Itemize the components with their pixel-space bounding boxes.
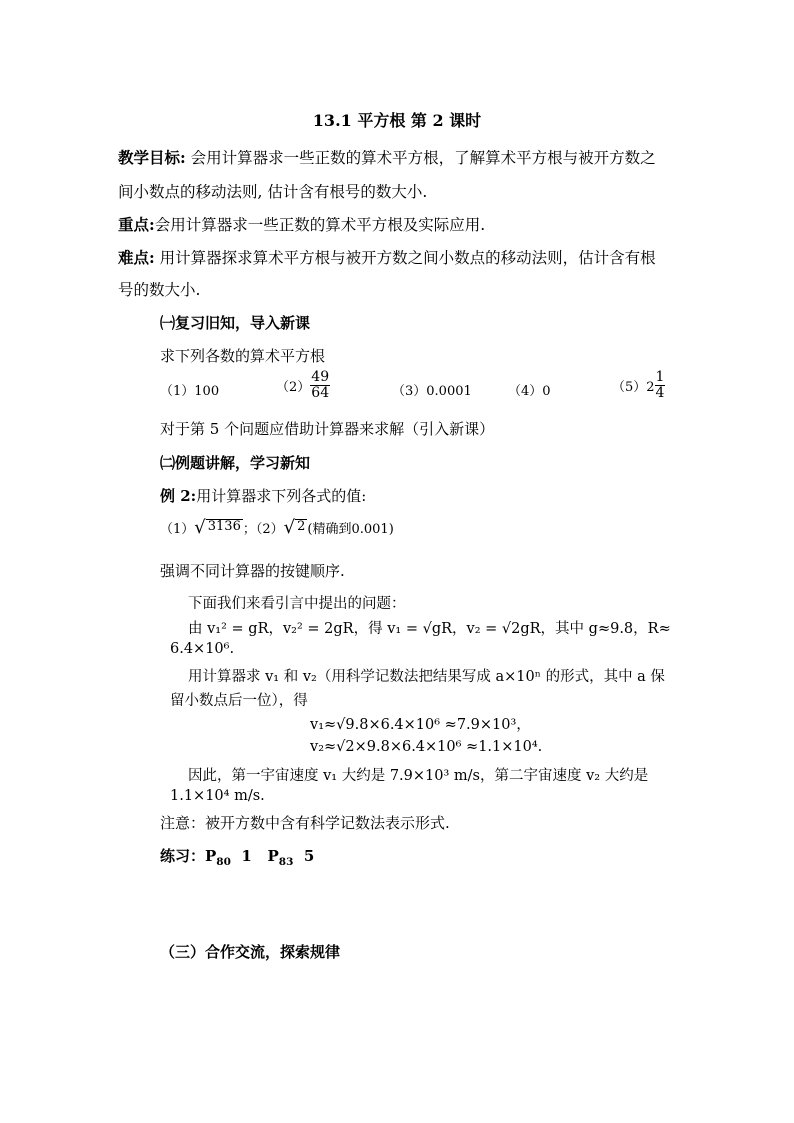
textbook-line-1: 下面我们来看引言中提出的问题： <box>188 596 406 612</box>
item-2 <box>276 370 330 400</box>
radical-sign: √ <box>194 516 206 538</box>
sqrt-2 <box>283 516 308 538</box>
section1-note: 对于第 5 个问题应借助计算器来求解（引入新课） <box>160 420 495 438</box>
example-label: 例 2: <box>160 487 197 505</box>
fraction-numerator: 1 <box>655 369 665 385</box>
difficulty-line-2: 号的数大小. <box>118 281 201 299</box>
section2-emphasis: 强调不同计算器的按键顺序. <box>160 562 345 580</box>
item-1: （1）100 <box>160 384 220 399</box>
example-2 <box>160 485 366 506</box>
objectives-label: 教学目标: <box>118 148 186 167</box>
practice-page-2: P <box>267 847 279 865</box>
example-item-1-label: （1） <box>160 522 195 537</box>
item-2-label: （2） <box>276 379 311 395</box>
practice-exercise-1: 1 <box>241 847 252 865</box>
example-text: 用计算器求下列各式的值: <box>196 487 367 505</box>
sqrt-3136 <box>194 516 243 538</box>
textbook-line-6: 因此，第一宇宙速度 v₁ 大约是 7.9×10³ m/s，第二宇宙速度 v₂ 大约是 <box>188 768 649 784</box>
page-title: 13.1 平方根 第 2 课时 <box>312 111 482 130</box>
fraction-1-4 <box>655 370 666 400</box>
radicand: 3136 <box>206 519 243 537</box>
textbook-line-4: 用计算器求 v₁ 和 v₂（用科学记数法把结果写成 a×10ⁿ 的形式，其中 a 保 <box>188 669 665 685</box>
example-items <box>160 518 394 537</box>
textbook-line-7: 1.1×10⁴ m/s. <box>170 788 265 804</box>
textbook-line-2: 由 v₁² = gR，v₂² = 2gR，得 v₁ = √gR，v₂ = √2gR，其中 g≈9.8，R≈ <box>188 621 671 637</box>
example-separator: ；（2） <box>242 522 284 537</box>
item-5-label: （5）2 <box>612 379 655 395</box>
key-point-label: 重点: <box>118 215 155 234</box>
difficulty-line-1 <box>118 246 656 268</box>
key-point-text: 会用计算器求一些正数的算术平方根及实际应用. <box>154 216 486 234</box>
radical-sign: √ <box>283 516 296 538</box>
section1-prompt: 求下列各数的算术平方根 <box>160 347 326 365</box>
item-4: （4）0 <box>508 384 551 399</box>
section3-heading: （三）合作交流，探索规律 <box>160 943 341 961</box>
attention-note: 注意：被开方数中含有科学记数法表示形式. <box>160 814 450 832</box>
textbook-formula-1: v₁≈√9.8×6.4×10⁶ ≈7.9×10³， <box>310 717 531 733</box>
practice-page-1-number: 80 <box>216 856 231 868</box>
objectives-line-2: 间小数点的移动法则, 估计含有根号的数大小. <box>118 183 428 201</box>
section2-heading: ㈡例题讲解，学习新知 <box>160 454 311 472</box>
textbook-line-5: 留小数点后一位），得 <box>170 693 308 709</box>
difficulty-text-1: 用计算器探求算术平方根与被开方数之间小数点的移动法则，估计含有根 <box>154 249 656 267</box>
practice-exercise-2: 5 <box>303 847 315 865</box>
practice-label: 练习： <box>160 847 206 865</box>
section1-heading: ㈠复习旧知，导入新课 <box>160 314 311 332</box>
objectives-text-1: 会用计算器求一些正数的算术平方根，了解算术平方根与被开方数之 <box>185 149 656 167</box>
objectives-line-1 <box>118 146 656 168</box>
practice-page-1: P <box>205 847 217 865</box>
item-5 <box>612 370 665 400</box>
fraction-denominator: 4 <box>655 384 665 401</box>
textbook-formula-2: v₂≈√2×9.8×6.4×10⁶ ≈1.1×10⁴. <box>310 739 543 755</box>
key-point <box>118 213 485 235</box>
practice-page-2-number: 83 <box>278 856 294 868</box>
item-3: （3）0.0001 <box>392 384 472 399</box>
example-item-2-tail: (精确到0.001) <box>307 522 394 537</box>
fraction-numerator: 49 <box>311 369 330 385</box>
textbook-line-3: 6.4×10⁶. <box>170 641 235 657</box>
fraction-49-64 <box>310 370 330 400</box>
radicand: 2 <box>295 519 307 537</box>
difficulty-label: 难点: <box>118 248 155 267</box>
practice-line <box>160 845 314 868</box>
fraction-denominator: 64 <box>311 384 330 401</box>
